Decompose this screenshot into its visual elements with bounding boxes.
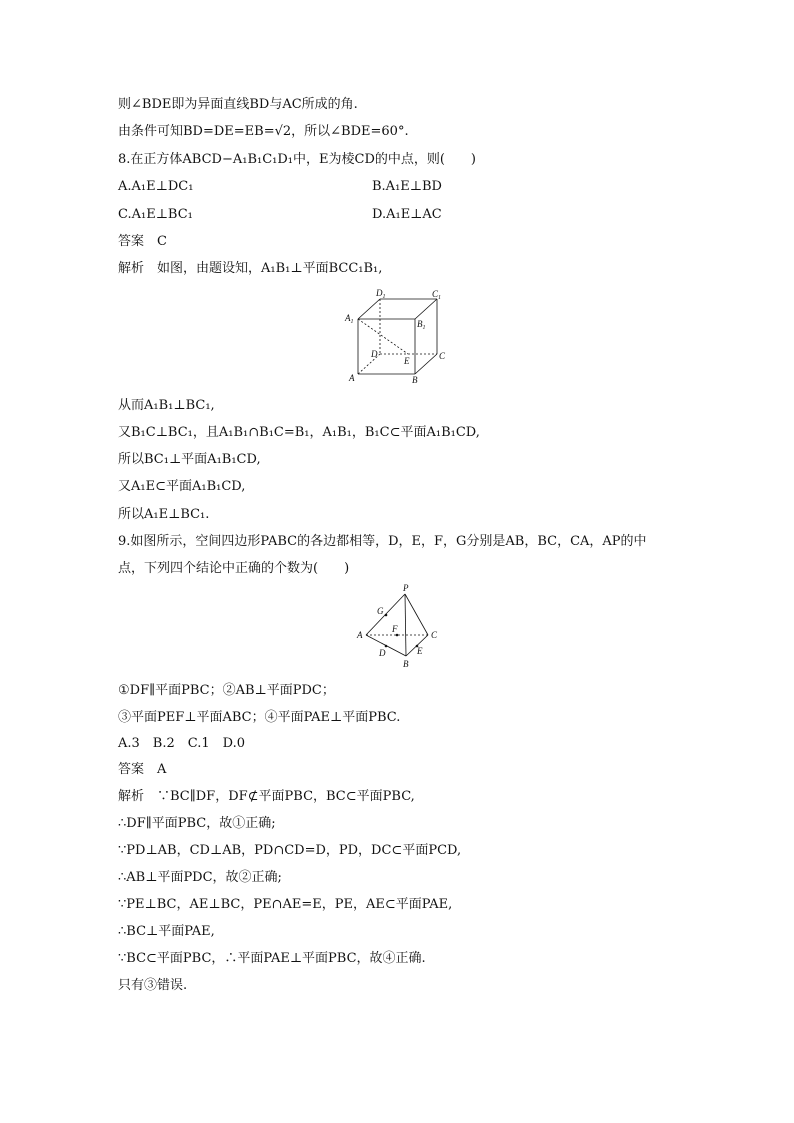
edge-b1c1 (415, 299, 437, 319)
q9-explanation-1: 解析 ∵BC∥DF，DF⊄平面PBC，BC⊂平面PBC, (118, 789, 415, 804)
q8-option-d: D.A₁E⊥AC (372, 207, 442, 222)
label-e: E (404, 356, 410, 366)
q8-explanation-6: 所以A₁E⊥BC₁. (118, 507, 210, 522)
label-e: E (417, 646, 423, 656)
q9-options: A.3 B.2 C.1 D.0 (118, 736, 245, 751)
q8-explanation-1: 解析 如图，由题设知，A₁B₁⊥平面BCC₁B₁, (118, 261, 383, 276)
question-8: 8.在正方体ABCD−A₁B₁C₁D₁中，E为棱CD的中点，则( ) (118, 152, 477, 167)
q9-answer: 答案 A (118, 762, 167, 777)
edge-pc (405, 594, 428, 635)
label-c1: $C_1$ (432, 289, 442, 301)
edge-pb (405, 594, 406, 656)
label-a: A (357, 630, 363, 640)
q9-explanation-4: ∴AB⊥平面PDC，故②正确; (118, 870, 282, 885)
q9-explanation-3: ∵PD⊥AB，CD⊥AB，PD∩CD=D，PD，DC⊂平面PCD, (118, 843, 462, 858)
label-b: B (412, 375, 418, 385)
q8-option-b: B.A₁E⊥BD (372, 179, 442, 194)
label-c: C (439, 351, 446, 361)
point-d (385, 645, 388, 648)
question-9-line-2: 点，下列四个结论中正确的个数为( ) (118, 561, 350, 576)
q8-answer: 答案 C (118, 234, 167, 249)
q8-option-c: C.A₁E⊥BC₁ (118, 207, 193, 222)
text-line-1: 则∠BDE即为异面直线BD与AC所成的角. (118, 97, 358, 112)
q9-explanation-8: 只有③错误. (118, 978, 188, 993)
q8-explanation-3: 又B₁C⊥BC₁，且A₁B₁∩B₁C=B₁，A₁B₁，B₁C⊂平面A₁B₁CD, (118, 425, 480, 440)
label-g: G (377, 606, 384, 616)
q8-explanation-5: 又A₁E⊂平面A₁B₁CD, (118, 479, 246, 494)
label-a1: $A_1$ (345, 313, 354, 325)
question-9-line-1: 9.如图所示，空间四边形PABC的各边都相等，D，E，F，G分别是AB，BC，CA，AP的中 (118, 534, 647, 549)
label-p: P (403, 583, 409, 593)
edge-a1d1 (358, 299, 380, 319)
label-f: F (392, 624, 398, 634)
point-f (396, 634, 399, 637)
cube-figure (340, 286, 450, 386)
segment-a1e (358, 319, 408, 354)
q9-statement-1: ①DF∥平面PBC；②AB⊥平面PDC； (118, 683, 335, 698)
q8-option-a: A.A₁E⊥DC₁ (118, 179, 194, 194)
label-a: A (349, 373, 355, 383)
label-d1: $D_1$ (376, 288, 386, 300)
label-c: C (431, 630, 438, 640)
q9-explanation-6: ∴BC⊥平面PAE, (118, 924, 215, 939)
label-b: B (403, 659, 409, 669)
q9-explanation-7: ∵BC⊂平面PBC，∴平面PAE⊥平面PBC，故④正确. (118, 951, 426, 966)
q8-explanation-2: 从而A₁B₁⊥BC₁, (118, 398, 215, 413)
label-d: D (371, 349, 378, 359)
q8-explanation-4: 所以BC₁⊥平面A₁B₁CD, (118, 452, 261, 467)
q9-explanation-5: ∵PE⊥BC，AE⊥BC，PE∩AE=E，PE，AE⊂平面PAE, (118, 897, 453, 912)
tetrahedron-figure (350, 582, 445, 672)
point-g (385, 614, 388, 617)
label-d: D (379, 648, 386, 658)
q9-statement-2: ③平面PEF⊥平面ABC；④平面PAE⊥平面PBC. (118, 710, 401, 725)
edge-bc (415, 354, 437, 374)
q9-explanation-2: ∴DF∥平面PBC，故①正确; (118, 816, 276, 831)
text-line-2: 由条件可知BD=DE=EB=√2，所以∠BDE=60°. (118, 124, 409, 139)
label-b1: $B_1$ (417, 319, 426, 331)
